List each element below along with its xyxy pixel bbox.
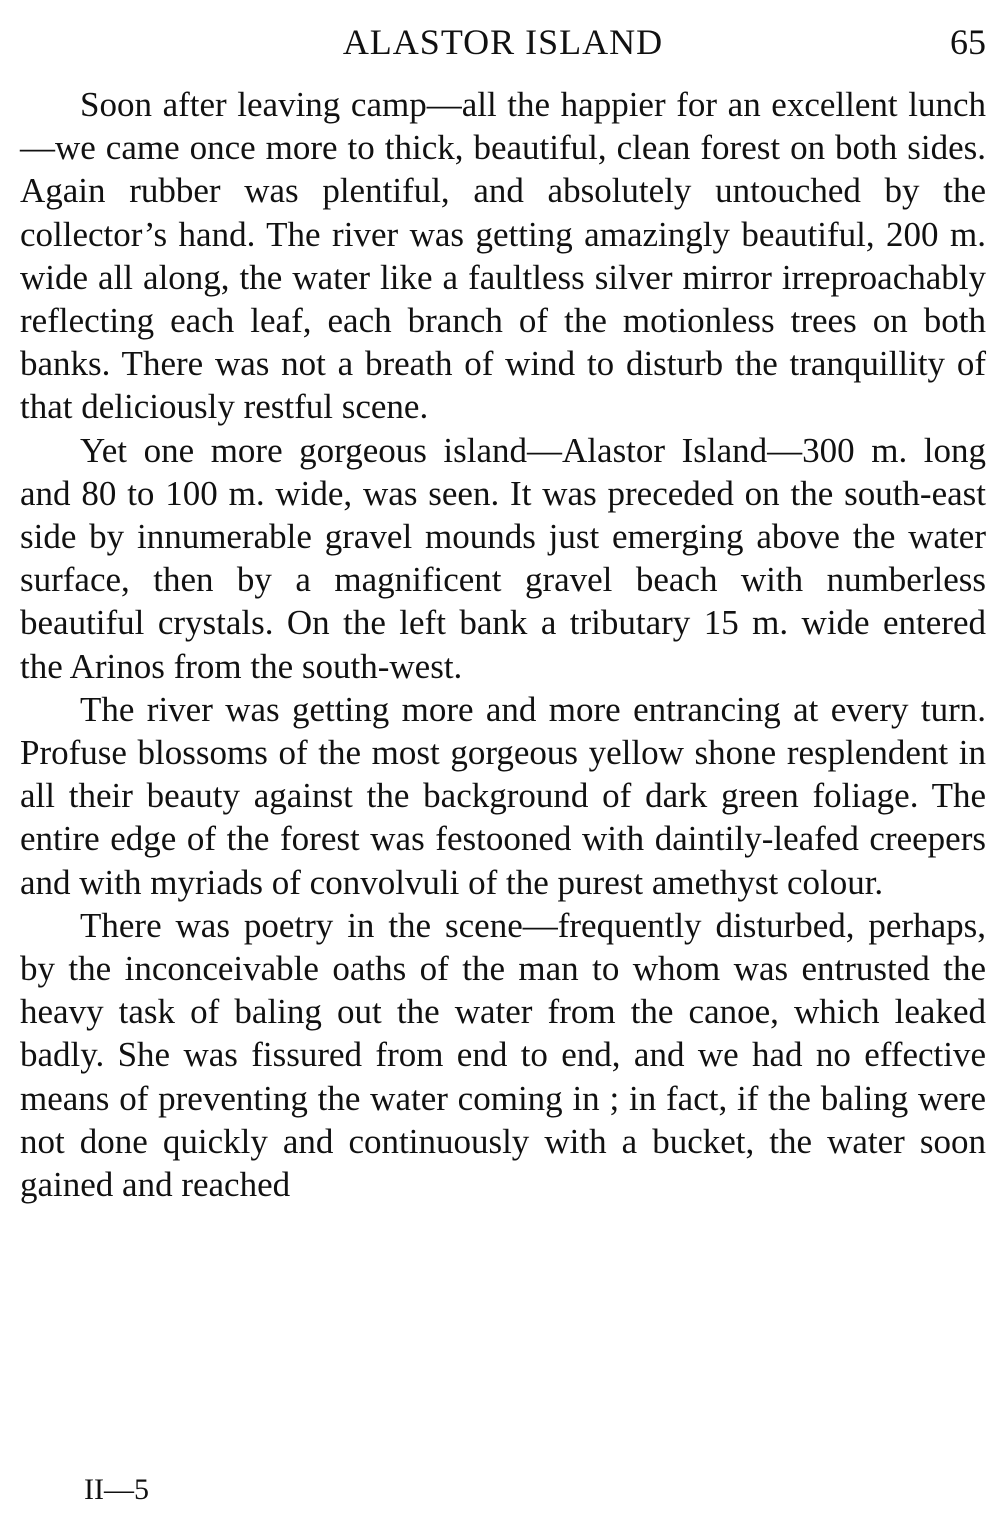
running-head (20, 20, 986, 64)
paragraph-4: There was poetry in the scene—frequently disturbed, perhaps, by the inconceivable oaths of the man to whom was entrusted the heavy task of baling out the water from the canoe, which leaked badly. She was fissured from end to end, and we had no effective means of preventing the water coming in ; in fact, if the baling were not done quickly and continuously with a bucket, the water soon gained and reached (20, 905, 986, 1205)
paragraph-1: Soon after leaving camp—all the happier for an excellent lunch—we came once more to thick, beautiful, clean forest on both sides. Again rubber was plentiful, and absolutely untouched by the collector’s hand. The river was getting amazingly beautiful, 200 m. wide all along, the water like a faultless silver mirror irreproachably reflecting each leaf, each branch of the motionless trees on both banks. There was not a breath of wind to disturb the tranquillity of that deliciously restful scene. (20, 85, 986, 427)
paragraph-3: The river was getting more and more entrancing at every turn. Profuse blossoms of the most gorgeous yellow shone resplendent in all their beauty against the background of dark green foliage. The entire edge of the forest was festooned with daintily-leafed creepers and with myriads of convolvuli of the purest amethyst colour. (20, 689, 986, 902)
paragraph-2: Yet one more gorgeous island—Alastor Island—300 m. long and 80 to 100 m. wide, was seen. It was preceded on the south-east side by innumerable gravel mounds just emerging above the water surface, then by a magnificent gravel beach with numberless beautiful crystals. On the left bank a tributary 15 m. wide entered the Arinos from the south-west. (20, 430, 986, 686)
body-text (20, 83, 986, 1206)
page-number: 65 (950, 22, 986, 62)
running-title: ALASTOR ISLAND (342, 22, 664, 62)
signature-mark: II—5 (84, 1473, 149, 1506)
